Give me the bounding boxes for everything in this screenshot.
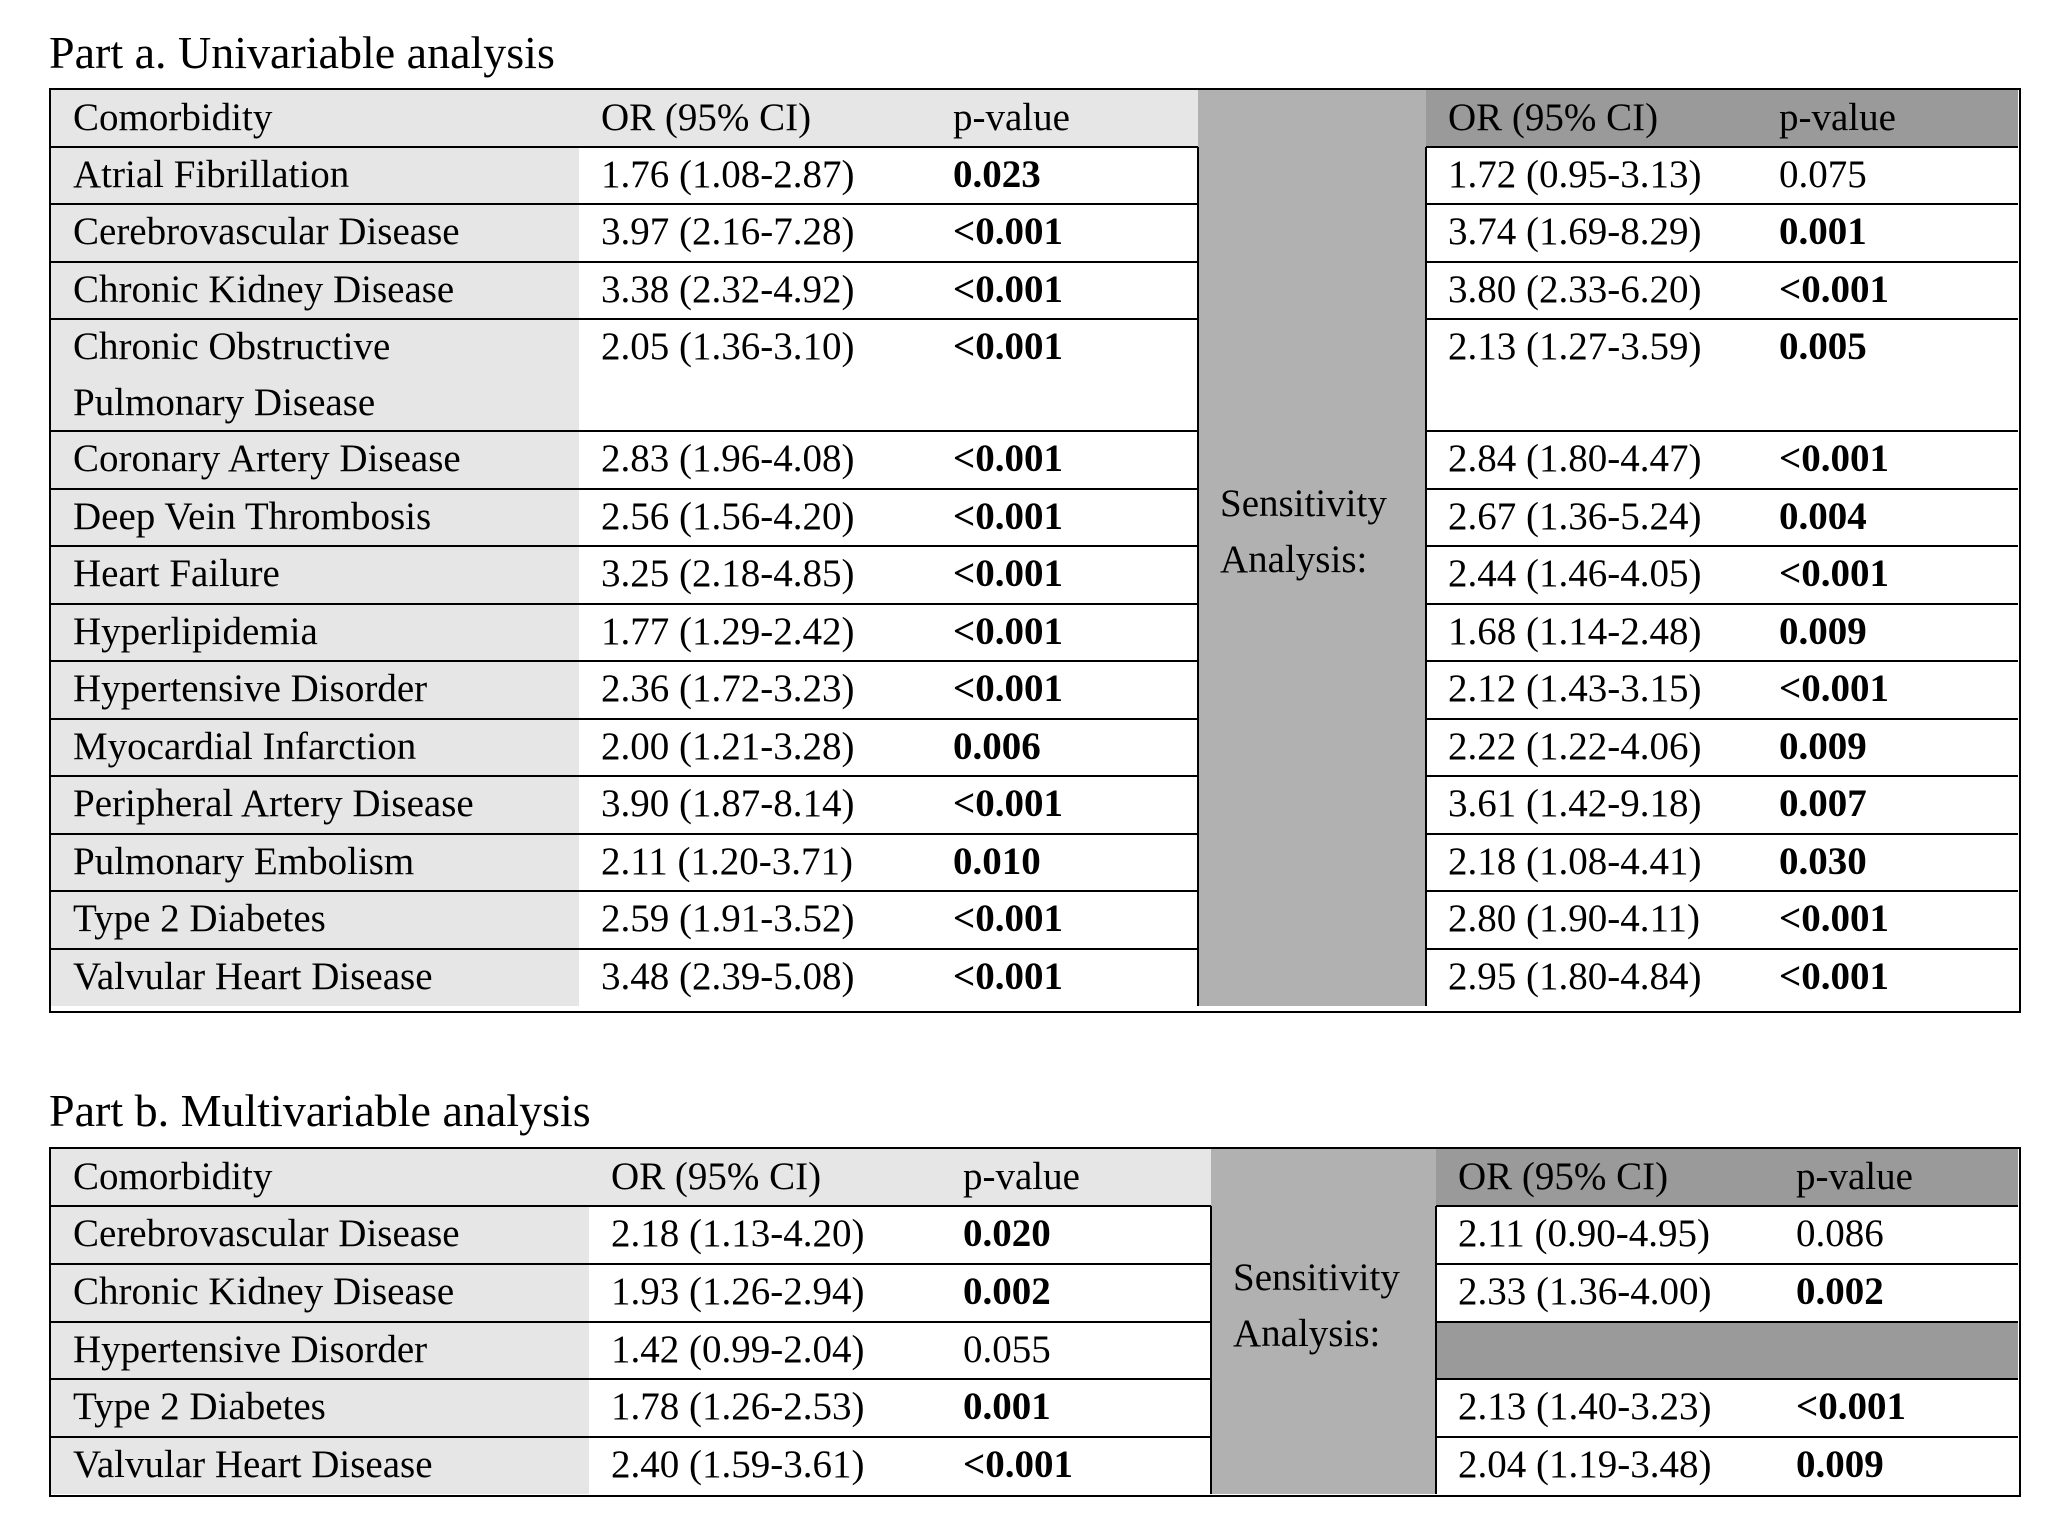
row-divider [1426,430,2018,432]
sensitivity-odds-ratio: 2.12 (1.43-3.15) [1448,667,1702,710]
row-divider [51,318,1198,320]
p-value: 0.020 [963,1212,1051,1255]
odds-ratio: 2.18 (1.13-4.20) [611,1212,865,1255]
header-sensitivity-p-value: p-value [1779,96,1896,139]
comorbidity-name [51,1264,589,1322]
row-divider [51,833,1198,835]
odds-ratio: 1.78 (1.26-2.53) [611,1385,865,1428]
p-value: 0.010 [953,840,1041,883]
p-value: <0.001 [953,552,1063,595]
p-value: <0.001 [953,610,1063,653]
sensitivity-p-value: <0.001 [1796,1385,1906,1428]
sensitivity-odds-ratio: 2.13 (1.27-3.59) [1448,325,1702,368]
row-divider [51,1263,1211,1265]
row-divider [1426,146,2018,148]
header-or: OR (95% CI) [611,1155,822,1198]
sensitivity-p-value: 0.002 [1796,1270,1884,1313]
multivariable-table [49,1147,2021,1497]
comorbidity-name [51,1437,589,1494]
row-divider [1436,1321,2018,1323]
p-value: <0.001 [953,325,1063,368]
odds-ratio: 1.76 (1.08-2.87) [601,153,855,196]
sensitivity-p-value: <0.001 [1779,437,1889,480]
comorbidity-name-line: Type 2 Diabetes [73,897,326,940]
sensitivity-p-value: 0.009 [1796,1443,1884,1486]
row-divider [51,890,1198,892]
row-divider [51,146,1198,148]
univariable-table [49,88,2021,1013]
sensitivity-label-line: Analysis: [1220,538,1368,581]
sensitivity-p-value: 0.030 [1779,840,1867,883]
p-value: <0.001 [953,495,1063,538]
header-comorbidity: Comorbidity [73,96,273,139]
p-value: <0.001 [953,955,1063,998]
sensitivity-label-line: Sensitivity [1233,1255,1400,1299]
row-divider [1426,203,2018,205]
header-p-value: p-value [963,1155,1080,1198]
p-value: <0.001 [953,437,1063,480]
p-value: <0.001 [953,268,1063,311]
sensitivity-odds-ratio: 2.44 (1.46-4.05) [1448,552,1702,595]
odds-ratio: 1.77 (1.29-2.42) [601,610,855,653]
odds-ratio: 2.05 (1.36-3.10) [601,325,855,368]
sensitivity-p-value: 0.005 [1779,325,1867,368]
p-value: <0.001 [953,667,1063,710]
row-divider [1426,545,2018,547]
header-sensitivity-or: OR (95% CI) [1458,1155,1669,1198]
row-divider [1436,1378,2018,1380]
sensitivity-odds-ratio: 2.80 (1.90-4.11) [1448,897,1701,940]
sensitivity-p-value: 0.086 [1796,1212,1884,1255]
row-divider [51,948,1198,950]
sensitivity-analysis-label [1198,476,1426,588]
header-sensitivity-or: OR (95% CI) [1448,96,1659,139]
sensitivity-p-value: <0.001 [1779,897,1889,940]
row-divider [1426,833,2018,835]
comorbidity-name [51,262,579,319]
row-divider [51,545,1198,547]
comorbidity-name-line: Chronic Kidney Disease [73,268,455,311]
p-value: 0.055 [963,1328,1051,1371]
sensitivity-odds-ratio: 2.18 (1.08-4.41) [1448,840,1702,883]
sensitivity-p-value: <0.001 [1779,955,1889,998]
row-divider [51,775,1198,777]
sensitivity-label-line: Sensitivity [1220,482,1387,525]
odds-ratio: 2.00 (1.21-3.28) [601,725,855,768]
comorbidity-name-line: Deep Vein Thrombosis [73,495,432,538]
comorbidity-name-line: Chronic Obstructive [73,325,391,368]
comorbidity-name [51,834,579,891]
row-divider [51,1321,1211,1323]
comorbidity-name [51,147,579,204]
odds-ratio: 2.40 (1.59-3.61) [611,1443,865,1486]
odds-ratio: 3.38 (2.32-4.92) [601,268,855,311]
header-sensitivity-p-value: p-value [1796,1155,1913,1198]
odds-ratio: 3.25 (2.18-4.85) [601,552,855,595]
row-divider [51,261,1198,263]
sensitivity-p-value: 0.004 [1779,495,1867,538]
comorbidity-name [51,489,579,546]
row-divider [1436,1205,2018,1207]
sensitivity-odds-ratio: 3.80 (2.33-6.20) [1448,268,1702,311]
p-value: <0.001 [953,782,1063,825]
comorbidity-name [51,1379,589,1437]
sensitivity-p-value: 0.009 [1779,610,1867,653]
odds-ratio: 1.42 (0.99-2.04) [611,1328,865,1371]
row-divider [1426,318,2018,320]
comorbidity-name-line: Coronary Artery Disease [73,437,461,480]
sensitivity-odds-ratio: 3.74 (1.69-8.29) [1448,210,1702,253]
sensitivity-odds-ratio: 2.11 (0.90-4.95) [1458,1212,1711,1255]
p-value: <0.001 [963,1443,1073,1486]
comorbidity-name-line: Valvular Heart Disease [73,955,433,998]
odds-ratio: 2.56 (1.56-4.20) [601,495,855,538]
part-b-title: Part b. Multivariable analysis [49,1085,591,1136]
sensitivity-odds-ratio: 2.84 (1.80-4.47) [1448,437,1702,480]
odds-ratio: 3.90 (1.87-8.14) [601,782,855,825]
comorbidity-name [51,661,579,719]
comorbidity-name-line: Myocardial Infarction [73,725,417,768]
comorbidity-name-line: Hypertensive Disorder [73,1328,428,1371]
comorbidity-name [51,204,579,262]
sensitivity-label-line: Analysis: [1233,1311,1381,1355]
row-divider [1426,948,2018,950]
comorbidity-name-line: Hypertensive Disorder [73,667,428,710]
comorbidity-name-line: Pulmonary Disease [73,381,376,424]
header-or: OR (95% CI) [601,96,812,139]
sensitivity-p-value: 0.001 [1779,210,1867,253]
sensitivity-p-value: <0.001 [1779,268,1889,311]
sensitivity-empty-cell [1436,1322,2018,1379]
row-divider [1436,1436,2018,1438]
comorbidity-name [51,949,579,1006]
comorbidity-name [51,431,579,489]
comorbidity-name [51,319,579,431]
row-divider [51,1436,1211,1438]
comorbidity-name-line: Chronic Kidney Disease [73,1270,455,1313]
p-value: 0.002 [963,1270,1051,1313]
row-divider [51,488,1198,490]
comorbidity-name-line: Hyperlipidemia [73,610,318,653]
odds-ratio: 1.93 (1.26-2.94) [611,1270,865,1313]
sensitivity-p-value: 0.009 [1779,725,1867,768]
odds-ratio: 3.97 (2.16-7.28) [601,210,855,253]
odds-ratio: 2.11 (1.20-3.71) [601,840,854,883]
comorbidity-name [51,891,579,949]
comorbidity-name-line: Valvular Heart Disease [73,1443,433,1486]
sensitivity-odds-ratio: 2.67 (1.36-5.24) [1448,495,1702,538]
row-divider [51,1378,1211,1380]
comorbidity-name [51,1322,589,1379]
p-value: 0.001 [963,1385,1051,1428]
row-divider [1426,718,2018,720]
comorbidity-name-line: Pulmonary Embolism [73,840,415,883]
sensitivity-odds-ratio: 2.95 (1.80-4.84) [1448,955,1702,998]
row-divider [51,660,1198,662]
row-divider [1426,261,2018,263]
sensitivity-p-value: <0.001 [1779,667,1889,710]
p-value: 0.023 [953,153,1041,196]
comorbidity-name-line: Type 2 Diabetes [73,1385,326,1428]
sensitivity-odds-ratio: 2.33 (1.36-4.00) [1458,1270,1712,1313]
sensitivity-odds-ratio: 3.61 (1.42-9.18) [1448,782,1702,825]
odds-ratio: 2.36 (1.72-3.23) [601,667,855,710]
comorbidity-name [51,776,579,834]
sensitivity-p-value: 0.007 [1779,782,1867,825]
comorbidity-name [51,719,579,776]
odds-ratio: 2.83 (1.96-4.08) [601,437,855,480]
row-divider [1436,1263,2018,1265]
row-divider [1426,775,2018,777]
p-value: <0.001 [953,897,1063,940]
p-value: 0.006 [953,725,1041,768]
odds-ratio: 3.48 (2.39-5.08) [601,955,855,998]
comorbidity-name-line: Peripheral Artery Disease [73,782,474,825]
sensitivity-p-value: <0.001 [1779,552,1889,595]
row-divider [1426,890,2018,892]
row-divider [51,430,1198,432]
row-divider [1426,488,2018,490]
sensitivity-analysis-label [1211,1250,1436,1362]
comorbidity-name [51,546,579,604]
comorbidity-name-line: Heart Failure [73,552,280,595]
comorbidity-name-line: Cerebrovascular Disease [73,210,460,253]
odds-ratio: 2.59 (1.91-3.52) [601,897,855,940]
sensitivity-odds-ratio: 1.68 (1.14-2.48) [1448,610,1702,653]
sensitivity-odds-ratio: 1.72 (0.95-3.13) [1448,153,1702,196]
p-value: <0.001 [953,210,1063,253]
sensitivity-odds-ratio: 2.04 (1.19-3.48) [1458,1443,1712,1486]
sensitivity-p-value: 0.075 [1779,153,1867,196]
row-divider [51,203,1198,205]
comorbidity-name [51,1206,589,1264]
comorbidity-name-line: Atrial Fibrillation [73,153,350,196]
header-p-value: p-value [953,96,1070,139]
comorbidity-name [51,604,579,661]
row-divider [1426,603,2018,605]
part-a-title: Part a. Univariable analysis [49,27,555,78]
row-divider [51,1205,1211,1207]
row-divider [1426,660,2018,662]
row-divider [51,718,1198,720]
header-comorbidity: Comorbidity [73,1155,273,1198]
sensitivity-odds-ratio: 2.13 (1.40-3.23) [1458,1385,1712,1428]
row-divider [51,603,1198,605]
sensitivity-odds-ratio: 2.22 (1.22-4.06) [1448,725,1702,768]
comorbidity-name-line: Cerebrovascular Disease [73,1212,460,1255]
